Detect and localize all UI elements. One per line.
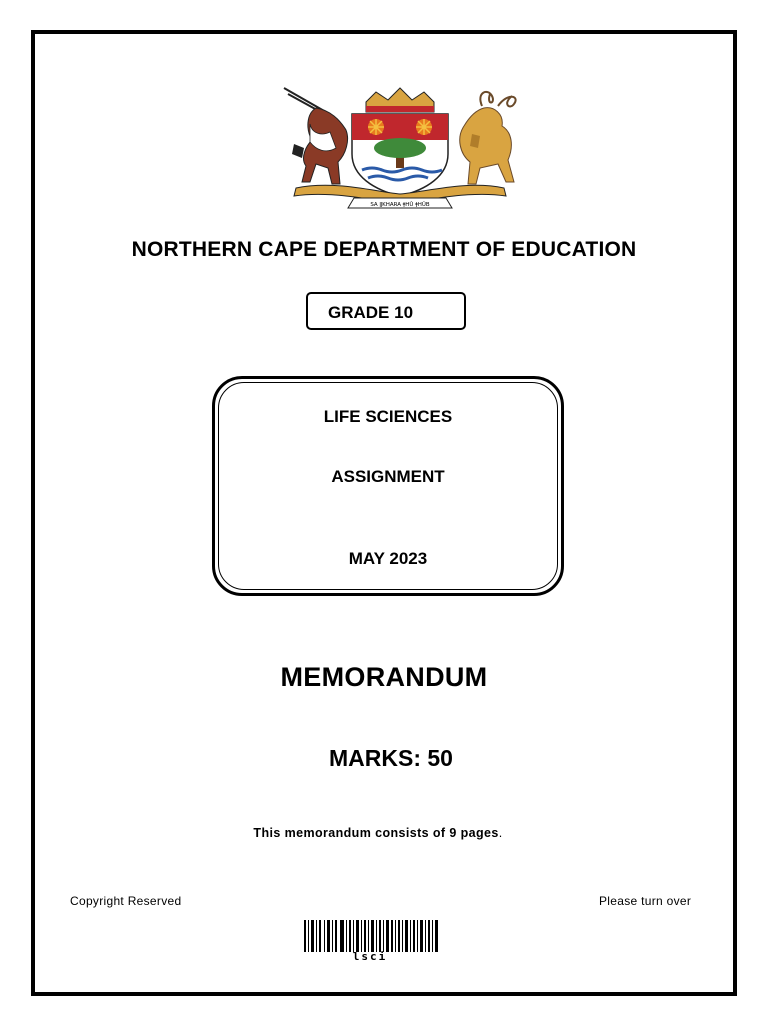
copyright-notice: Copyright Reserved (70, 894, 182, 908)
crest-motto: SA ǁKHARA ǂHÛ ǂHÛB (370, 202, 430, 208)
grade-label: GRADE 10 (328, 303, 414, 322)
barcode-label: lsci (352, 950, 388, 963)
coat-of-arms-icon (276, 84, 524, 210)
exam-date: MAY 2023 (348, 549, 428, 568)
page-count-text: This memorandum consists of 9 pages (253, 826, 499, 840)
turn-over-notice: Please turn over (599, 894, 692, 908)
page-count-period: . (498, 826, 503, 840)
subject-name: LIFE SCIENCES (323, 407, 453, 426)
grade-box (306, 292, 466, 330)
document-title: MEMORANDUM (280, 662, 488, 692)
assessment-type: ASSIGNMENT (331, 467, 445, 486)
page-count-note (0, 826, 756, 840)
department-title: NORTHERN CAPE DEPARTMENT OF EDUCATION (131, 238, 637, 261)
total-marks: MARKS: 50 (329, 745, 453, 771)
subject-box (212, 376, 564, 596)
barcode-icon (304, 920, 438, 952)
